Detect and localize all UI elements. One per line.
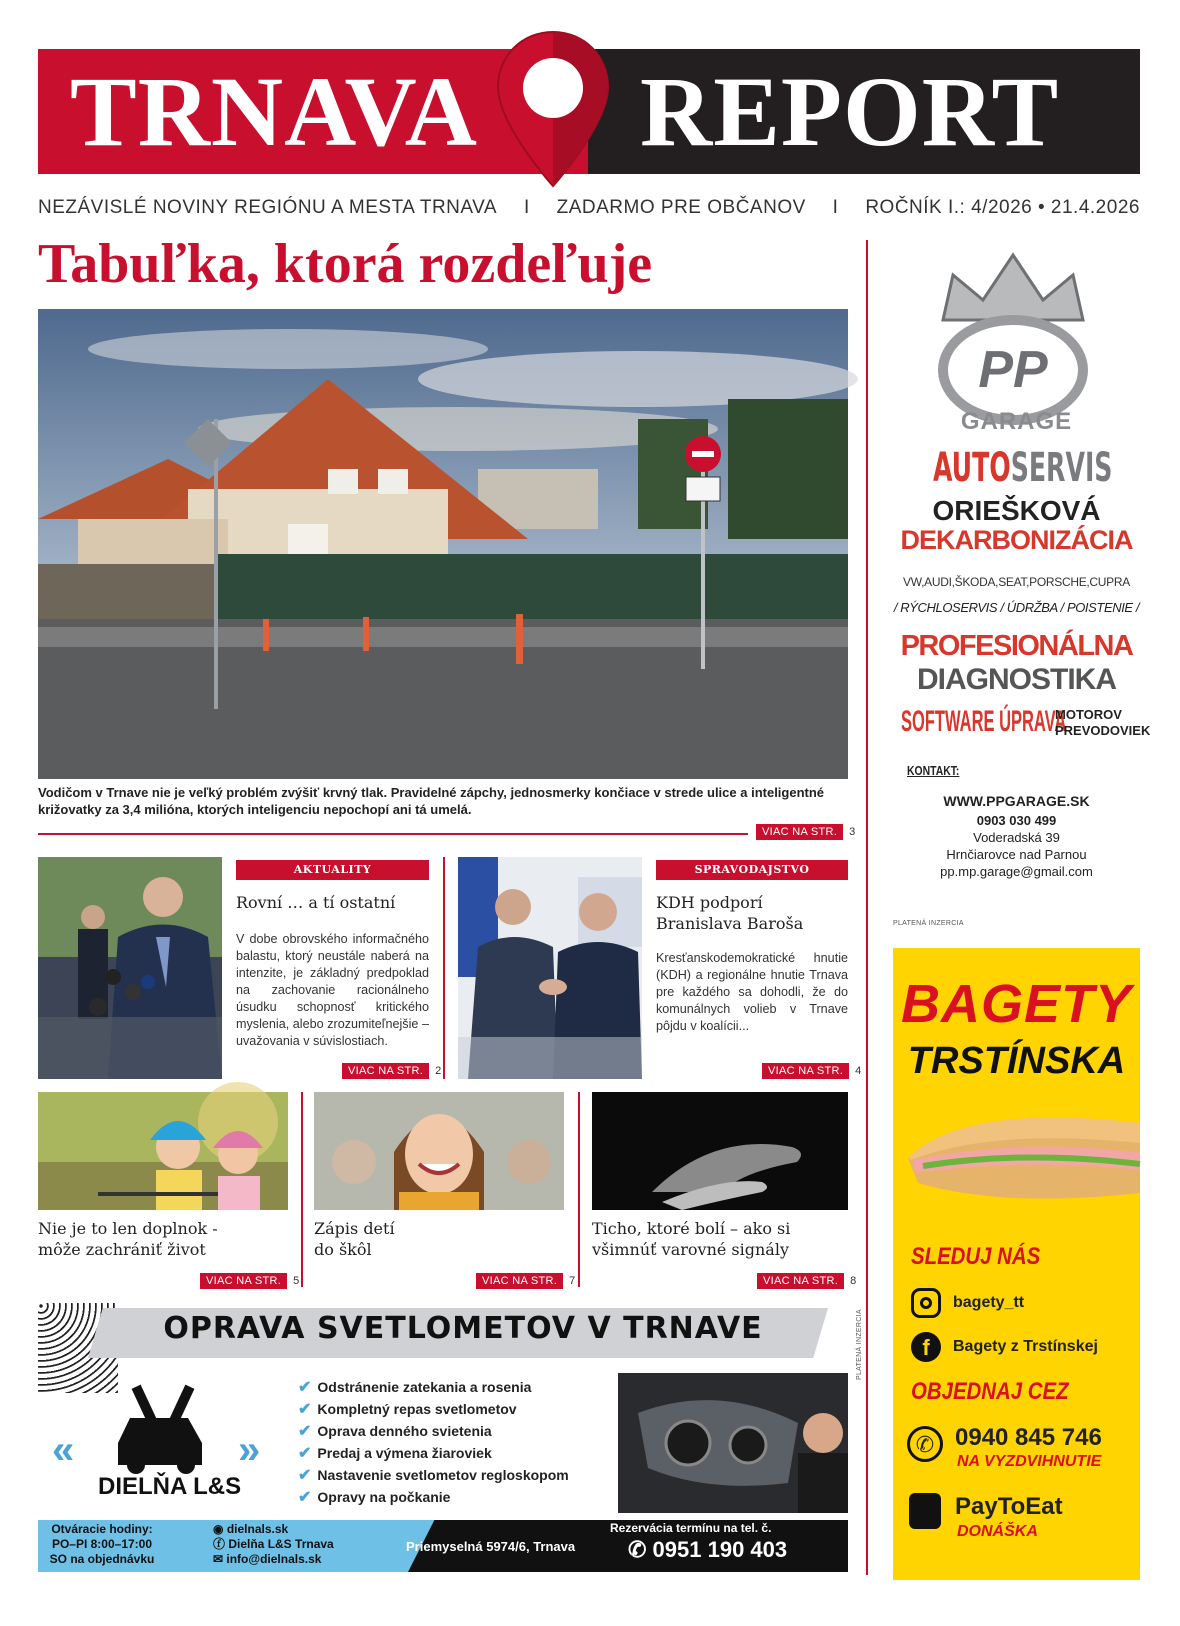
sidebar-divider [866,240,868,1575]
service-label: Opravy na počkanie [317,1489,451,1505]
service-item [298,1376,598,1398]
story-title-line: môže zachrániť život [38,1240,206,1259]
garage-contact [893,793,1140,880]
baguette-image [903,1098,1140,1208]
hours-saturday: SO na objednávku [49,1552,155,1566]
check-icon: ✔ [298,1423,312,1440]
globe-icon: ◉ [213,1522,227,1536]
order-phone[interactable]: 0940 845 746 [955,1424,1102,1451]
delivery-label: DONÁŠKA [957,1523,1038,1540]
article-teaser: V dobe obrovského informačného balastu, ktorý neustále naberá na intenzite, je základný predpoklad na zachovanie racionálneho úsudku schopnosť kritického myslenia, alebo zrozumiteľnejšie – uvažovania v súvislostiach. [236,932,429,1048]
issue-info: ROČNÍK I.: 4/2026 • 21.4.2026 [865,197,1140,218]
issue-subline [38,197,1140,219]
garage-brands: VW,AUDI,ŠKODA,SEAT,PORSCHE,CUPRA [903,575,1130,589]
category-tag[interactable]: SPRAVODAJSTVO [656,860,848,880]
garage-street: Voderadská 39 [973,830,1060,845]
page-number: 7 [569,1275,576,1287]
more-label: VIAC NA STR. [757,1273,844,1289]
story-title[interactable] [38,1218,288,1260]
service-label: Nastavenie svetlometov regloskopom [317,1467,569,1483]
facebook-handle: Bagety z Trstínskej [953,1338,1098,1355]
instagram-icon [911,1288,941,1318]
category-tag[interactable]: AKTUALITY [236,860,429,880]
column-separator [443,857,445,1079]
article-teaser: Kresťanskodemokratické hnutie (KDH) a regionálne hnutie Trnava pre každého sa dohodli, že do komunálnych volieb v Trnave pôjdu v koalícii... [656,951,848,1033]
garage-line: SOFTWARE ÚPRAVA [901,705,1067,738]
facebook-link[interactable] [911,1332,1098,1362]
garage-line: PROFESIONÁLNA [900,630,1133,662]
garage-line: ORIEŠKOVÁ [932,495,1101,526]
instagram-link[interactable] [911,1288,1024,1318]
ad-photo-headlight [618,1373,848,1513]
auto-servis [933,445,1112,491]
column-separator [578,1092,580,1287]
service-item [298,1442,598,1464]
lead-more-link[interactable] [756,824,855,840]
story-title-line: do škôl [314,1240,372,1259]
servis-word: SERVIS [1010,445,1113,491]
email-label: info@dielnals.sk [226,1552,322,1566]
lead-caption: Vodičom v Trnave nie je veľký problém zvýšiť krvný tlak. Pravidelné zápchy, jednosmerky končiace v strede ulice a inteligentné križovatky za 3,4 milióna, ktorých inteligenciu nepochopí ani tá umelá. [38,785,825,817]
paid-ad-note: PLATENÁ INZERCIA [893,920,964,927]
story-title-line: Nie je to len doplnok - [38,1219,218,1238]
address: Priemyselná 5974/6, Trnava [406,1539,576,1554]
story-photo-hands[interactable] [592,1092,848,1210]
more-label: VIAC NA STR. [342,1063,429,1079]
facebook-icon: f [911,1332,941,1362]
more-label: VIAC NA STR. [762,1063,849,1079]
story-photo-child[interactable] [314,1092,564,1210]
garage-line-right [1055,707,1150,739]
page-number: 4 [855,1065,862,1077]
service-list [298,1376,598,1508]
chevron-right-icon: » [238,1428,261,1472]
paid-ad-note: PLATENÁ INZERCIA [856,1309,863,1380]
story-more-link[interactable] [757,1273,856,1289]
ad-brand: DIELŇA L&S [98,1473,242,1500]
service-label: Odstránenie zatekania a rosenia [317,1379,532,1395]
check-icon: ✔ [298,1467,312,1484]
story-more-link[interactable] [476,1273,575,1289]
ad-bagety[interactable] [893,948,1140,1580]
garage-email[interactable]: pp.mp.garage@gmail.com [940,864,1093,879]
service-label: Oprava denného svietenia [317,1423,492,1439]
article-more-link[interactable] [342,1063,441,1079]
tagline: NEZÁVISLÉ NOVINY REGIÓNU A MESTA TRNAVA [38,197,498,218]
prevodoviek: PREVODOVIEK [1055,723,1151,738]
instagram-handle: bagety_tt [953,1294,1025,1311]
more-label: VIAC NA STR. [476,1273,563,1289]
auto-word: AUTO [933,445,1011,491]
bagety-title: BAGETY [900,974,1133,1034]
service-label: Predaj a výmena žiaroviek [317,1445,492,1461]
masthead-right-word: REPORT [640,56,1060,167]
article-photo-handshake[interactable] [458,857,642,1079]
story-title[interactable] [314,1218,564,1260]
page-number: 8 [850,1275,857,1287]
app-name[interactable]: PayToEat [955,1493,1063,1520]
check-icon: ✔ [298,1379,312,1396]
masthead-left-word: TRNAVA [70,56,479,167]
whatsapp-icon: ✆ [628,1537,653,1562]
separator: I [832,197,839,218]
web-link[interactable] [213,1522,334,1537]
story-more-link[interactable] [200,1273,299,1289]
story-title[interactable] [592,1218,848,1260]
story-photo-cyclists[interactable] [38,1092,288,1210]
mail-icon: ✉ [213,1552,227,1566]
ad-title: OPRAVA SVETLOMETOV V TRNAVE [163,1311,763,1346]
column-separator [301,1092,303,1287]
chevron-left-icon: « [52,1428,75,1472]
reservation-label: Rezervácia termínu na tel. č. [610,1521,772,1535]
facebook-link[interactable] [213,1537,334,1552]
article-more-link[interactable] [762,1063,861,1079]
facebook-label: Dielňa L&S Trnava [228,1537,334,1551]
service-item [298,1486,598,1508]
page-number: 5 [293,1275,300,1287]
story-title-line: Zápis detí [314,1219,395,1238]
check-icon: ✔ [298,1489,312,1506]
hours-weekday: PO–PI 8:00–17:00 [51,1537,153,1551]
free-note: ZADARMO PRE OBČANOV [556,197,806,218]
lead-headline: Tabuľka, ktorá rozdeľuje [38,233,653,295]
article-photo-politician[interactable] [38,857,222,1079]
contact-block [213,1522,334,1567]
garage-line: DIAGNOSTIKA [917,663,1116,696]
service-item [298,1464,598,1486]
car-tools-icon [108,1373,218,1483]
garage-phone[interactable]: 0903 030 499 [976,813,1057,828]
ad-pp-garage[interactable] [893,240,1151,890]
page-number: 3 [849,826,856,838]
story-title-line: Ticho, ktoré bolí – ako si [592,1219,791,1238]
story-title-line: všimnúť varovné signály [592,1240,789,1259]
more-label: VIAC NA STR. [756,824,843,840]
bagety-subtitle: TRSTÍNSKA [907,1040,1126,1082]
phone-icon: ✆ [907,1426,943,1462]
service-item [298,1420,598,1442]
garage-line: DEKARBONIZÁCIA [900,525,1133,555]
page-number: 2 [435,1065,442,1077]
reservation-phone[interactable] [628,1537,787,1563]
logo-letters: PP [978,341,1048,399]
facebook-icon: ⓕ [213,1537,229,1551]
web-label: dielnals.sk [226,1522,289,1536]
location-pin-icon [494,30,612,190]
logo-garage: GARAGE [960,408,1073,435]
check-icon: ✔ [298,1445,312,1462]
phone-number: 0951 190 403 [652,1537,788,1562]
order-label: OBJEDNAJ CEZ [911,1378,1069,1405]
follow-label: SLEDUJ NÁS [911,1243,1041,1270]
service-item [298,1398,598,1420]
motorov: MOTOROV [1055,707,1122,722]
article-title[interactable]: Rovní … a tí ostatní [236,893,396,912]
service-label: Kompletný repas svetlometov [317,1401,517,1417]
article-title[interactable]: KDH podporí Branislava Baroša [656,893,804,933]
garage-services: / RÝCHLOSERVIS / ÚDRŽBA / POISTENIE / [893,600,1140,615]
hours-label: Otváracie hodiny: [51,1522,153,1536]
garage-web[interactable]: WWW.PPGARAGE.SK [943,793,1090,809]
pickup-label: NA VYZDVIHNUTIE [957,1453,1102,1470]
more-label: VIAC NA STR. [200,1273,287,1289]
check-icon: ✔ [298,1401,312,1418]
divider [38,833,748,835]
mobile-icon [909,1493,941,1529]
separator: I [523,197,530,218]
contact-label: KONTAKT: [907,763,960,778]
garage-town: Hrnčiarovce nad Parnou [946,847,1087,862]
opening-hours [38,1522,166,1567]
email-link[interactable] [213,1552,334,1567]
lead-photo[interactable] [38,309,848,779]
ad-dielna[interactable] [38,1303,848,1580]
